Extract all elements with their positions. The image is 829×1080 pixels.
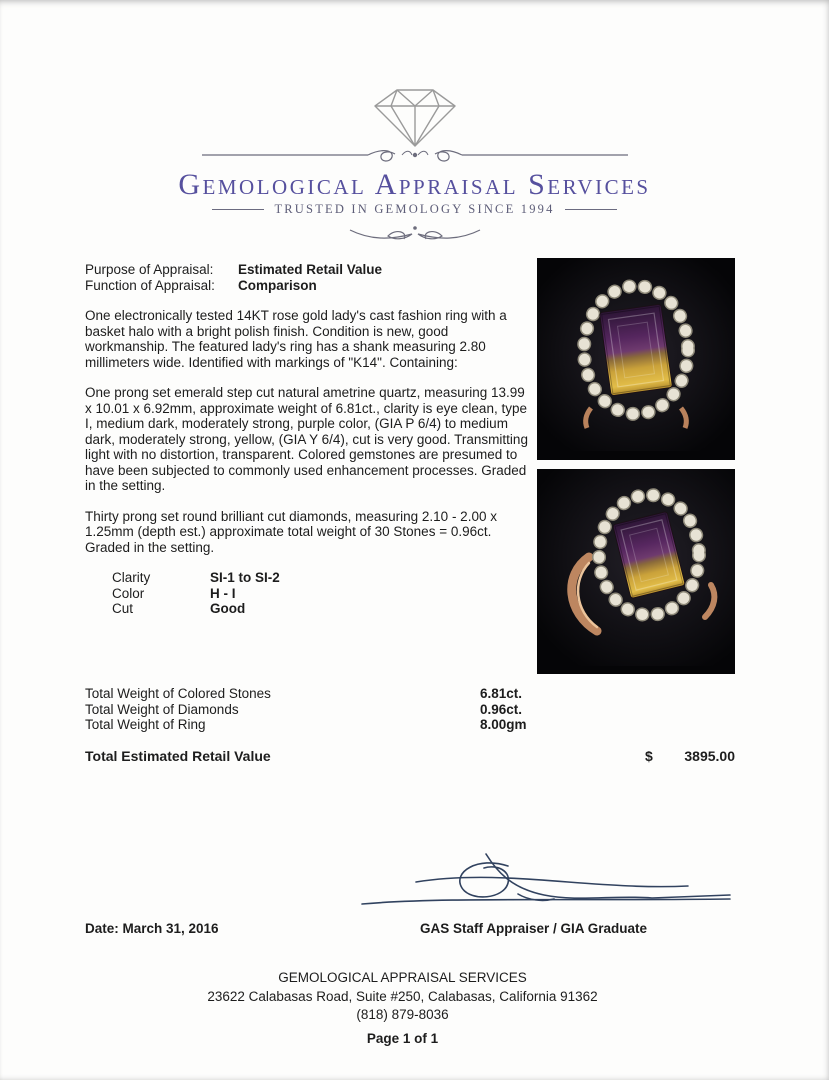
header <box>0 84 829 244</box>
appraisal-body <box>85 262 532 617</box>
currency-symbol: $ <box>645 748 653 764</box>
grand-total-label: Total Estimated Retail Value <box>85 748 271 764</box>
footer-company: GEMOLOGICAL APPRAISAL SERVICES <box>278 970 527 985</box>
diamond-logo-icon <box>363 84 467 150</box>
ring-photo-side <box>537 469 735 675</box>
function-value: Comparison <box>238 277 317 293</box>
company-title: Gemological Appraisal Services <box>178 168 651 201</box>
ring-weight-value: 8.00gm <box>480 717 527 732</box>
total-row-diamonds <box>85 702 735 718</box>
description-ring-paragraph: One electronically tested 14KT rose gold lady's cast fashion ring with a basket halo with a bright polish finish. Condition is new, good workmanship. The featured lady's ring has a shank measuring 2.80 millimeters wide. Identified with markings of "K14". Containing: <box>85 308 507 370</box>
clarity-value: SI-1 to SI-2 <box>210 570 280 585</box>
tagline-rule-left <box>212 209 264 210</box>
ring-weight-label: Total Weight of Ring <box>85 717 206 732</box>
footer-address: 23622 Calabasas Road, Suite #250, Calabasas, California 91362 <box>207 988 598 1004</box>
cut-value: Good <box>210 601 246 616</box>
company-tagline <box>0 202 829 218</box>
ring-photos <box>537 258 735 683</box>
diamonds-weight-value: 0.96ct. <box>480 701 523 717</box>
ring-photo-top <box>537 258 735 460</box>
appraiser-title: GAS Staff Appraiser / GIA Graduate <box>420 921 648 936</box>
purpose-label: Purpose of Appraisal: <box>85 262 214 277</box>
description-diamonds-paragraph: Thirty prong set round brilliant cut diamonds, measuring 2.10 - 2.00 x 1.25mm (depth est.) approximate total weight of 30 Stones = 0.96ct. Graded in the setting. <box>85 508 497 555</box>
scroll-ornament-icon <box>340 222 490 244</box>
grading-row-color <box>112 586 532 602</box>
colored-stones-value: 6.81ct. <box>480 686 523 701</box>
diamond-grading-table <box>112 570 532 617</box>
flourish-divider-icon <box>200 146 630 164</box>
function-label: Function of Appraisal: <box>85 277 215 293</box>
page-number: Page 1 of 1 <box>366 1030 439 1046</box>
purpose-row <box>85 262 532 278</box>
footer-phone: (818) 879-8036 <box>356 1007 449 1022</box>
grading-row-clarity <box>112 570 532 586</box>
appraiser-signature <box>358 850 740 920</box>
total-row-colored-stones <box>85 686 735 702</box>
footer <box>0 969 805 1048</box>
grading-row-cut <box>112 601 532 617</box>
grand-total-row <box>85 749 735 765</box>
color-label: Color <box>112 585 145 601</box>
function-row <box>85 278 532 294</box>
tagline-rule-right <box>565 209 617 210</box>
total-row-ring <box>85 717 735 733</box>
colored-stones-label: Total Weight of Colored Stones <box>85 686 271 701</box>
color-value: H - I <box>210 585 236 601</box>
weight-totals <box>85 686 735 733</box>
description-ametrine-paragraph: One prong set emerald step cut natural ametrine quartz, measuring 13.99 x 10.01 x 6.92mm, approximate weight of 6.81ct., clarity is eye clean, type I, medium dark, moderately strong, purple color, (GIA P 6/4) to medium dark, moderately strong, yellow, (GIA Y 6/4), cut is very good. Transmitting light with no distortion, transparent. Colored gemstones are presumed to have been subjected to commonly used enhancement processes. Graded in the setting. <box>85 385 528 493</box>
clarity-label: Clarity <box>112 570 151 585</box>
purpose-value: Estimated Retail Value <box>238 262 383 277</box>
cut-label: Cut <box>112 601 134 616</box>
grand-total-amount: 3895.00 <box>684 748 735 764</box>
diamonds-weight-label: Total Weight of Diamonds <box>85 701 239 717</box>
tagline-text: TRUSTED IN GEMOLOGY SINCE 1994 <box>274 202 555 216</box>
appraisal-date: Date: March 31, 2016 <box>85 921 219 936</box>
